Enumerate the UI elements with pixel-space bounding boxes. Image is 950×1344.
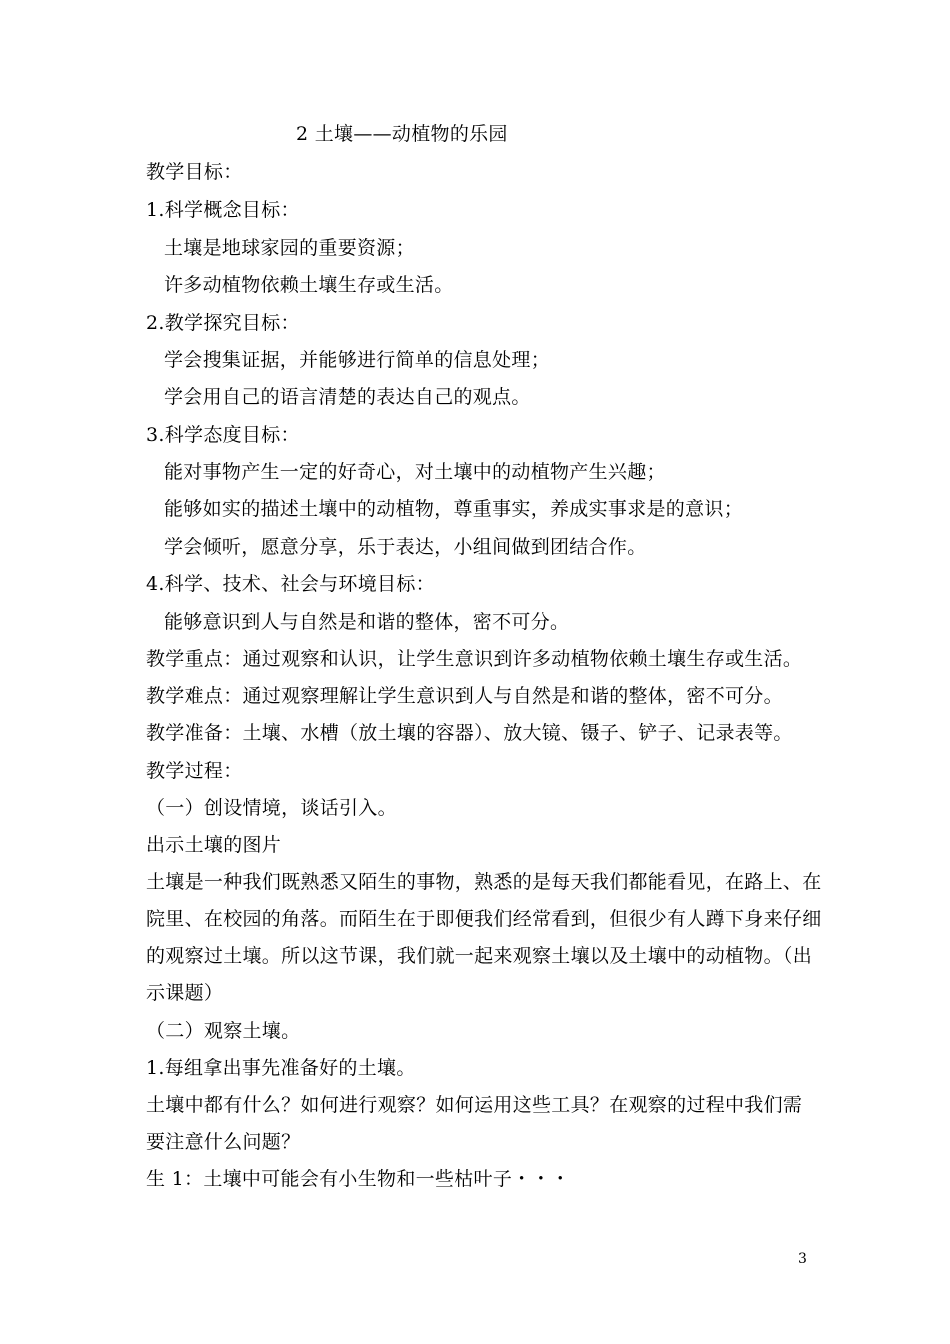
paragraph-line: 土壤是一种我们既熟悉又陌生的事物，熟悉的是每天我们都能看见，在路上、在 xyxy=(146,871,822,893)
process-step-heading: （一）创设情境，谈话引入。 xyxy=(146,797,397,819)
goal-item: 能对事物产生一定的好奇心，对土壤中的动植物产生兴趣； xyxy=(164,461,666,483)
goal-item: 能够如实的描述土壤中的动植物，尊重事实，养成实事求是的意识； xyxy=(164,498,744,520)
goal-heading-science-concept: 1.科学概念目标： xyxy=(146,199,300,221)
paragraph-line: 院里、在校园的角落。而陌生在于即便我们经常看到，但很少有人蹲下身来仔细 xyxy=(146,908,822,930)
paragraph-line: 的观察过土壤。所以这节课，我们就一起来观察土壤以及土壤中的动植物。（出 xyxy=(146,945,813,967)
paragraph-line: 示课题） xyxy=(146,982,224,1004)
goal-item: 能够意识到人与自然是和谐的整体，密不可分。 xyxy=(164,611,570,633)
goal-item: 许多动植物依赖土壤生存或生活。 xyxy=(164,274,454,296)
page-number: 3 xyxy=(798,1251,807,1267)
goal-heading-attitude: 3.科学态度目标： xyxy=(146,424,300,446)
goal-item: 土壤是地球家园的重要资源； xyxy=(164,237,415,259)
teaching-preparation: 教学准备：土壤、水槽（放土壤的容器）、放大镜、镊子、铲子、记录表等。 xyxy=(146,722,793,744)
teaching-focus: 教学重点：通过观察和认识，让学生意识到许多动植物依赖土壤生存或生活。 xyxy=(146,648,803,670)
paragraph-line: 出示土壤的图片 xyxy=(146,834,282,856)
goal-item: 学会倾听，愿意分享，乐于表达，小组间做到团结合作。 xyxy=(164,536,647,558)
teaching-difficulty: 教学难点：通过观察理解让学生意识到人与自然是和谐的整体，密不可分。 xyxy=(146,685,783,707)
paragraph-line: 土壤中都有什么？如何进行观察？如何运用这些工具？在观察的过程中我们需 xyxy=(146,1094,803,1116)
process-step-heading: （二）观察土壤。 xyxy=(146,1020,301,1042)
section-heading-teaching-goals: 教学目标： xyxy=(146,161,243,183)
goal-heading-inquiry: 2.教学探究目标： xyxy=(146,312,300,334)
goal-item: 学会用自己的语言清楚的表达自己的观点。 xyxy=(164,386,531,408)
goal-item: 学会搜集证据，并能够进行简单的信息处理； xyxy=(164,349,551,371)
paragraph-line: 生 1：土壤中可能会有小生物和一些枯叶子・・・ xyxy=(146,1168,571,1190)
section-heading-process: 教学过程： xyxy=(146,760,243,782)
paragraph-line: 要注意什么问题？ xyxy=(146,1131,301,1153)
document-title: 2 土壤——动植物的乐园 xyxy=(296,123,508,145)
paragraph-line: 1.每组拿出事先准备好的土壤。 xyxy=(146,1057,416,1079)
goal-heading-sts: 4.科学、技术、社会与环境目标： xyxy=(146,573,435,595)
